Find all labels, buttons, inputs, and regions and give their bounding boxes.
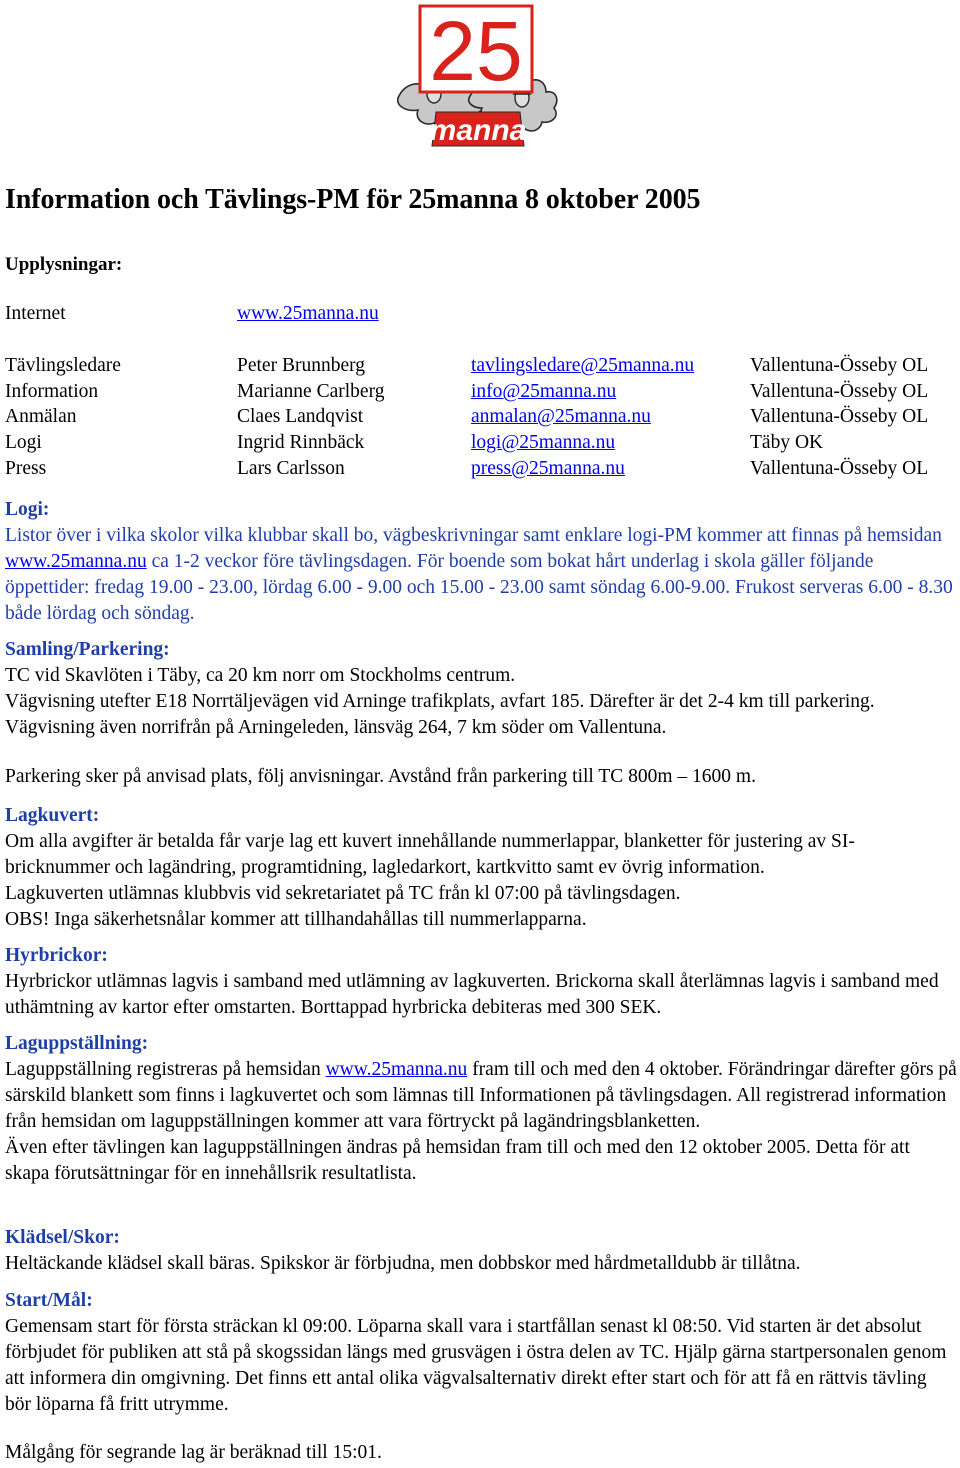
contact-club: Vallentuna-Össeby OL xyxy=(750,355,929,376)
laguppstallning-text xyxy=(5,1057,957,1135)
contact-role: Logi xyxy=(5,432,42,453)
kladsel-text: Heltäckande klädsel skall bäras. Spikskor är förbjudna, men dobbskor med hårdmetalldubb är tillåtna. xyxy=(5,1253,801,1274)
contact-email-link[interactable]: tavlingsledare@25manna.nu xyxy=(471,355,695,376)
internet-link[interactable]: www.25manna.nu xyxy=(237,303,379,324)
hyrbrickor-text: Hyrbrickor utlämnas lagvis i samband med utlämning av lagkuverten. Brickorna skall återlämnas lagvis i samband med uthämtning av kartor efter omstarten. Borttappad hyrbricka debiteras med 300 SEK. xyxy=(5,971,939,1018)
contact-role: Information xyxy=(5,381,99,402)
laguppstallning-heading: Laguppställning: xyxy=(5,1033,149,1054)
page-title: Information och Tävlings-PM för 25manna 8 oktober 2005 xyxy=(5,184,701,215)
malgang-line: Målgång för segrande lag är beräknad till 15:01. xyxy=(5,1442,382,1463)
contact-role: Tävlingsledare xyxy=(5,355,121,376)
logi-website-link[interactable]: www.25manna.nu xyxy=(5,551,147,572)
upplysningar-heading: Upplysningar: xyxy=(5,254,123,275)
contact-role: Anmälan xyxy=(5,406,77,427)
lagkuvert-heading: Lagkuvert: xyxy=(5,805,100,826)
contact-name: Peter Brunnberg xyxy=(237,355,365,376)
samling-line1: TC vid Skavlöten i Täby, ca 20 km norr om Stockholms centrum. xyxy=(5,665,516,686)
hyrbrickor-heading: Hyrbrickor: xyxy=(5,945,108,966)
contact-role: Press xyxy=(5,458,47,479)
samling-section xyxy=(5,637,957,741)
contact-email-link[interactable]: info@25manna.nu xyxy=(471,381,617,402)
startmal-text: Gemensam start för första sträckan kl 09:00. Löparna skall vara i startfållan senast kl 08:50. Vid starten är det absolut förbjudet för publiken att stå på skogssidan längs med grusvägen i östra delen av TC. Hjälp gärna startpersonalen genom att informera din omgivning. Det finns ett antal olika vägvalsalternativ direkt efter start och för att få en rättvis tävling bör löparna få fritt utrymme. xyxy=(5,1316,947,1415)
parkering-note xyxy=(5,764,957,790)
malgang-note xyxy=(5,1440,957,1466)
lagkuvert-line1: Om alla avgifter är betalda får varje lag ett kuvert innehållande nummerlappar, blanketter för justering av SI-bricknummer och lagändring, programtidning, lagledarkort, kartkvitto samt ev övrig information. xyxy=(5,831,855,878)
logi-heading: Logi: xyxy=(5,499,50,520)
logi-text xyxy=(5,523,957,627)
contact-email-link[interactable]: anmalan@25manna.nu xyxy=(471,406,651,427)
contact-email-link[interactable]: press@25manna.nu xyxy=(471,458,625,479)
contact-club: Vallentuna-Össeby OL xyxy=(750,458,929,479)
logi-text-start: Listor över i vilka skolor vilka klubbar skall bo, vägbeskrivningar samt enklare logi-PM kommer att finnas på hemsidan xyxy=(5,525,942,546)
contact-email-link[interactable]: logi@25manna.nu xyxy=(471,432,616,453)
samling-line2: Vägvisning utefter E18 Norrtäljevägen vid Arninge trafikplats, avfart 185. Därefter är det 2-4 km till parkering. Vägvisning även norrifrån på Arningeleden, länsväg 264, 7 km söder om Vallentuna. xyxy=(5,691,875,738)
logo-word: manna xyxy=(429,114,527,147)
contact-club: Täby OK xyxy=(750,432,824,453)
kladsel-heading: Klädsel/Skor: xyxy=(5,1227,120,1248)
internet-label: Internet xyxy=(5,303,66,324)
hyrbrickor-section xyxy=(5,943,957,1021)
laguppstallning-website-link[interactable]: www.25manna.nu xyxy=(325,1059,468,1080)
logo-number: 25 xyxy=(429,4,523,98)
laguppstallning-section xyxy=(5,1031,957,1187)
contact-name: Lars Carlsson xyxy=(237,458,345,479)
contact-club: Vallentuna-Össeby OL xyxy=(750,406,929,427)
parkering-line: Parkering sker på anvisad plats, följ anvisningar. Avstånd från parkering till TC 800m – 1600 m. xyxy=(5,766,756,787)
lagkuvert-section xyxy=(5,803,957,933)
samling-heading: Samling/Parkering: xyxy=(5,639,170,660)
contact-name: Ingrid Rinnbäck xyxy=(237,432,365,453)
startmal-section xyxy=(5,1288,957,1418)
lagkuvert-line3: OBS! Inga säkerhetsnålar kommer att tillhandahållas till nummerlapparna. xyxy=(5,909,587,930)
laguppstallning-text-start: Laguppställning registreras på hemsidan xyxy=(5,1059,326,1080)
contact-name: Claes Landqvist xyxy=(237,406,364,427)
laguppstallning-line2: Även efter tävlingen kan laguppställningen ändras på hemsidan fram till och med den 12 oktober 2005. Detta för att skapa förutsättningar för en innehållsrik resultatlista. xyxy=(5,1137,910,1184)
startmal-heading: Start/Mål: xyxy=(5,1290,93,1311)
lagkuvert-line2: Lagkuverten utlämnas klubbvis vid sekretariatet på TC från kl 07:00 på tävlingsdagen. xyxy=(5,883,681,904)
contact-name: Marianne Carlberg xyxy=(237,381,385,402)
kladsel-section xyxy=(5,1225,957,1277)
laguppstallning-text-end: fram till och med den 4 oktober. Förändringar därefter görs på särskild blankett som finns i lagkuvertet och som lämnas till Informationen på tävlingsdagen. All registrerad information från hemsidan om laguppställningen kommer att vara förtryckt på lagändringsblanketten. xyxy=(5,1059,957,1132)
25manna-logo xyxy=(388,2,564,152)
logi-section xyxy=(5,497,957,627)
contact-club: Vallentuna-Össeby OL xyxy=(750,381,929,402)
logi-text-end: ca 1-2 veckor före tävlingsdagen. För boende som bokat hårt underlag i skola gäller följande öppettider: fredag 19.00 - 23.00, lördag 6.00 - 9.00 och 15.00 - 23.00 samt söndag 6.00-9.00. Frukost serveras 6.00 - 8.30 både lördag och söndag. xyxy=(5,551,953,624)
